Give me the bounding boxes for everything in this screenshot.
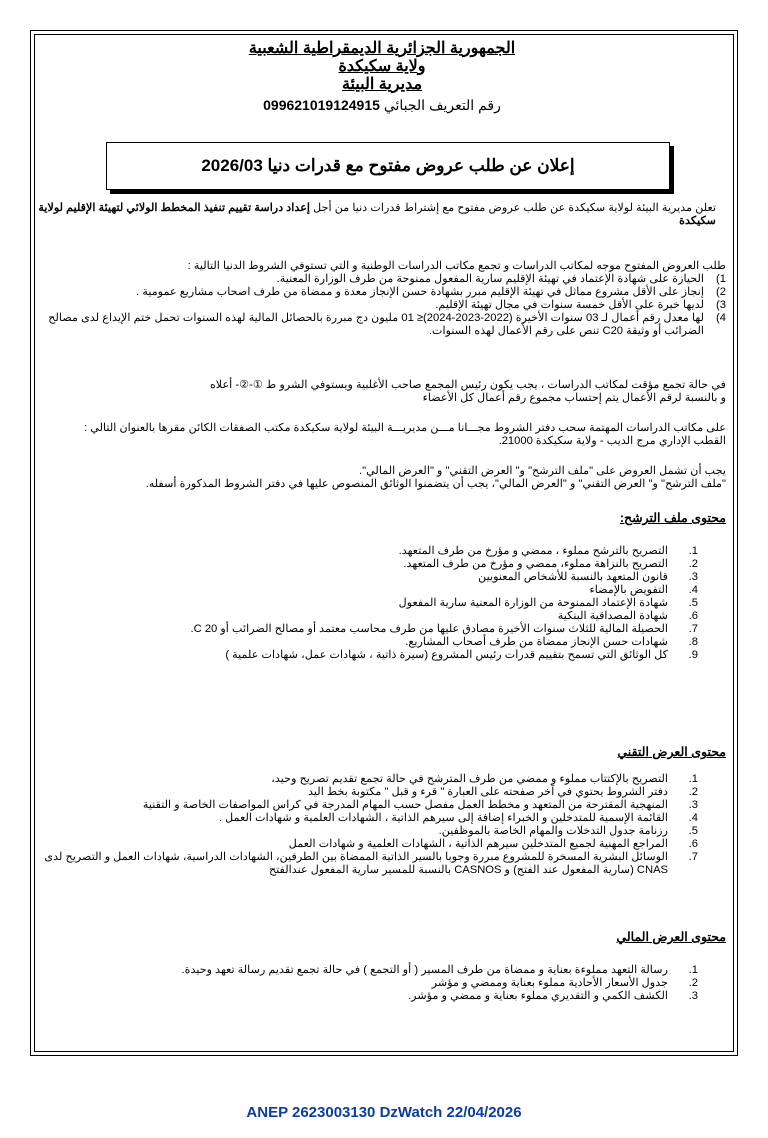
offers-line-2: "ملف الترشح" و" العرض التقني" و "العرض المالي"، يجب أن يتضمنوا الوثائق المنصوص عليها في دفتر الشروط المذكورة أسفله. <box>145 478 726 490</box>
tax-id-label: رقم التعريف الجبائي <box>383 97 501 113</box>
condition-item-text: لديها خبرة على الأقل خمسة سنوات في مجال تهيئة الإقليم. <box>435 299 704 311</box>
financial-item-text: الكشف الكمي و التقديري مملوء بعناية و ممضي و مؤشر. <box>408 990 668 1002</box>
technical-item-7 <box>38 851 726 877</box>
candidacy-item-text: شهادة الإعتماد الممنوحة من الوزارة المعنية سارية المفعول <box>398 597 668 609</box>
financial-list <box>38 964 726 1003</box>
candidacy-item-6 <box>38 610 726 623</box>
tax-id <box>38 96 726 114</box>
condition-item-text: لها معدل رقم أعمال لـ 03 سنوات الأخيرة (2022-2023-2024)≤ 01 مليون دج مبررة بالحصائل المالية لهذه السنوات تحمل ختم الإيداع لدى مصالح الضرائب أو وثيقة C20 تنص على رقم الأعمال لهذه السنوات. <box>48 312 704 337</box>
consortium-line-2: و بالنسبة لرقم الأعمال يتم إحتساب مجموع رقم أعمال كل الأعضاء <box>422 392 726 404</box>
condition-item-2 <box>38 286 726 299</box>
technical-item-3 <box>38 799 726 812</box>
intro <box>38 202 726 228</box>
condition-item-4 <box>38 312 726 338</box>
condition-item-text: الحيازة على شهادة الإعتماد في تهيئة الإقليم سارية المفعول ممنوحة من طرف الوزارة المعنية. <box>276 273 704 285</box>
conditions-lead: طلب العروض المفتوح موجه لمكاتب الدراسات و تجمع مكاتب الدراسات الوطنية و التي تستوفي الشروط الدنيا التالية : <box>187 260 726 272</box>
consortium-note <box>38 379 726 405</box>
financial-title: محتوى العرض المالي <box>616 930 726 944</box>
financial-item-text: جدول الأسعار الأحادية مملوء بعناية وممضي و مؤشر <box>431 977 668 989</box>
offers-note <box>38 465 726 491</box>
intro-text: تعلن مديرية البيئة لولاية سكيكدة عن طلب عروض مفتوح مع إشتراط قدرات دنيا من أجل <box>313 202 716 214</box>
candidacy-section <box>38 512 726 662</box>
candidacy-item-text: شهادة المصداقية البنكية <box>557 610 668 622</box>
directorate-name: مديرية البيئة <box>341 76 423 93</box>
consortium-line-1: في حالة تجمع مؤقت لمكاتب الدراسات ، يجب يكون رئيس المجمع صاحب الأغلبية ويستوفي الشرو ط ①-②- أعلاه <box>209 379 726 391</box>
condition-item-3 <box>38 299 726 312</box>
financial-item-number: 1. <box>688 964 698 976</box>
specs-line-2: القطب الإداري مرج الديب - ولاية سكيكدة 21000. <box>498 435 726 447</box>
letterhead <box>38 40 726 114</box>
technical-item-1 <box>38 773 726 786</box>
candidacy-item-text: التفويض بالإمضاء <box>589 584 668 596</box>
candidacy-item-number: 8. <box>688 636 698 648</box>
candidacy-item-number: 5. <box>688 597 698 609</box>
candidacy-item-2 <box>38 558 726 571</box>
candidacy-item-7 <box>38 623 726 636</box>
technical-section <box>38 746 726 877</box>
candidacy-item-number: 6. <box>688 610 698 622</box>
technical-item-2 <box>38 786 726 799</box>
technical-title: محتوى العرض التقني <box>617 745 726 759</box>
specs-withdrawal <box>38 422 726 448</box>
candidacy-item-8 <box>38 636 726 649</box>
offers-line-1: يجب أن تشمل العروض على "ملف الترشح" و" العرض التقني" و "العرض المالي". <box>359 465 726 477</box>
candidacy-item-1 <box>38 545 726 558</box>
condition-item-number: 1) <box>716 273 726 285</box>
conditions-list <box>38 273 726 338</box>
candidacy-list <box>38 545 726 662</box>
technical-item-number: 6. <box>688 838 698 850</box>
candidacy-item-text: قانون المتعهد بالنسبة للأشخاص المعنويين <box>478 571 668 583</box>
technical-item-text: رزنامة جدول التدخلات والمهام الخاصة بالموظفين. <box>438 825 668 837</box>
candidacy-item-text: شهادات حسن الإنجاز ممضاة من طرف أصحاب المشاريع. <box>405 636 668 648</box>
candidacy-item-number: 1. <box>688 545 698 557</box>
financial-item-text: رسالة التعهد مملوءة بعناية و ممضاة من طرف المسير ( أو التجمع ) في حالة تجمع تقديم رسالة تعهد وحيدة. <box>181 964 668 976</box>
technical-item-5 <box>38 825 726 838</box>
tax-id-number: 099621019124915 <box>263 97 380 113</box>
republic-name: الجمهورية الجزائرية الديمقراطية الشعبية <box>248 40 516 57</box>
financial-item-number: 3. <box>688 990 698 1002</box>
condition-item-number: 2) <box>716 286 726 298</box>
candidacy-item-4 <box>38 584 726 597</box>
technical-item-number: 5. <box>688 825 698 837</box>
technical-item-number: 1. <box>688 773 698 785</box>
min-conditions <box>38 260 726 338</box>
candidacy-item-3 <box>38 571 726 584</box>
technical-item-6 <box>38 838 726 851</box>
publication-footer: ANEP 2623003130 DzWatch 22/04/2026 <box>246 1104 522 1121</box>
candidacy-item-9 <box>38 649 726 662</box>
candidacy-title: محتوى ملف الترشح: <box>619 511 726 525</box>
candidacy-item-text: الحصيلة المالية للثلاث سنوات الأخيرة مصادق عليها من طرف محاسب معتمد أو مصالح الضرائب أو 20 C. <box>190 623 668 635</box>
candidacy-item-number: 9. <box>688 649 698 661</box>
announcement-title: إعلان عن طلب عروض مفتوح مع قدرات دنيا 2026/03 <box>106 142 670 190</box>
technical-item-text: القائمة الإسمية للمتدخلين و الخبراء إضافة إلى سيرهم الذاتية ، الشهادات العلمية و شهادات العمل . <box>218 812 668 824</box>
financial-item-number: 2. <box>688 977 698 989</box>
wilaya-name: ولاية سكيكدة <box>338 58 426 75</box>
candidacy-item-5 <box>38 597 726 610</box>
financial-item-2 <box>38 977 726 990</box>
technical-item-text: الوسائل البشرية المسخرة للمشروع مبررة وجوبا بالسير الذاتية الممضاة بين الطرفين، الشهادات الدراسية، شهادات العمل و التصريح لدى CNAS (سارية المفعول عند الفتح) و CASNOS بالنسبة للمسير سارية المفعول عندالفتح <box>44 851 668 876</box>
technical-list <box>38 773 726 877</box>
financial-section <box>38 931 726 1003</box>
candidacy-item-text: التصريح بالترشح مملوء ، ممضي و مؤرخ من طرف المتعهد. <box>398 545 668 557</box>
condition-item-number: 4) <box>716 312 726 324</box>
candidacy-item-number: 3. <box>688 571 698 583</box>
technical-item-4 <box>38 812 726 825</box>
condition-item-number: 3) <box>716 299 726 311</box>
technical-item-text: دفتر الشروط يحتوي في آخر صفحته على العبارة " قرء و قبل " مكتوبة بخط اليد <box>308 786 668 798</box>
technical-item-text: المنهجية المقترحة من المتعهد و مخطط العمل مفصل حسب المهام المدرجة في كراس المواصفات الخاصة و التقنية <box>142 799 668 811</box>
technical-item-text: المراجع المهنية لجميع المتدخلين سيرهم الذاتية ، الشهادات العلمية و شهادات العمل <box>288 838 668 850</box>
intro-project: إعداد دراسة تقييم تنفيذ المخطط الولائي لتهيئة الإقليم لولاية سكيكدة <box>38 202 716 227</box>
condition-item-1 <box>38 273 726 286</box>
candidacy-item-number: 4. <box>688 584 698 596</box>
candidacy-item-text: كل الوثائق التي تسمح بتقييم قدرات رئيس المشروع (سيرة ذاتية ، شهادات عمل، شهادات علمية ) <box>225 649 668 661</box>
candidacy-item-number: 7. <box>688 623 698 635</box>
technical-item-number: 4. <box>688 812 698 824</box>
condition-item-text: إنجاز على الأقل مشروع مماثل في تهيئة الإقليم مبرر بشهادة حسن الإنجاز معدة و ممضاة من طرف اصحاب مشاريع عمومية . <box>136 286 704 298</box>
candidacy-item-number: 2. <box>688 558 698 570</box>
technical-item-number: 7. <box>688 851 698 863</box>
technical-item-number: 2. <box>688 786 698 798</box>
announcement <box>34 34 734 1052</box>
specs-line-1: على مكاتب الدراسات المهتمة سحب دفتر الشروط مجـــانا مـــن مديريـــة البيئة لولاية سكيكدة مكتب الصفقات الكائن مقرها بالعنوان التالي : <box>84 422 726 434</box>
candidacy-item-text: التصريح بالنزاهة مملوء، ممضي و مؤرخ من طرف المتعهد. <box>403 558 668 570</box>
financial-item-1 <box>38 964 726 977</box>
technical-item-number: 3. <box>688 799 698 811</box>
technical-item-text: التصريح بالإكتتاب مملوء و ممضي من طرف المترشح في حالة تجمع تقديم تصريح وحيد، <box>271 773 668 785</box>
financial-item-3 <box>38 990 726 1003</box>
